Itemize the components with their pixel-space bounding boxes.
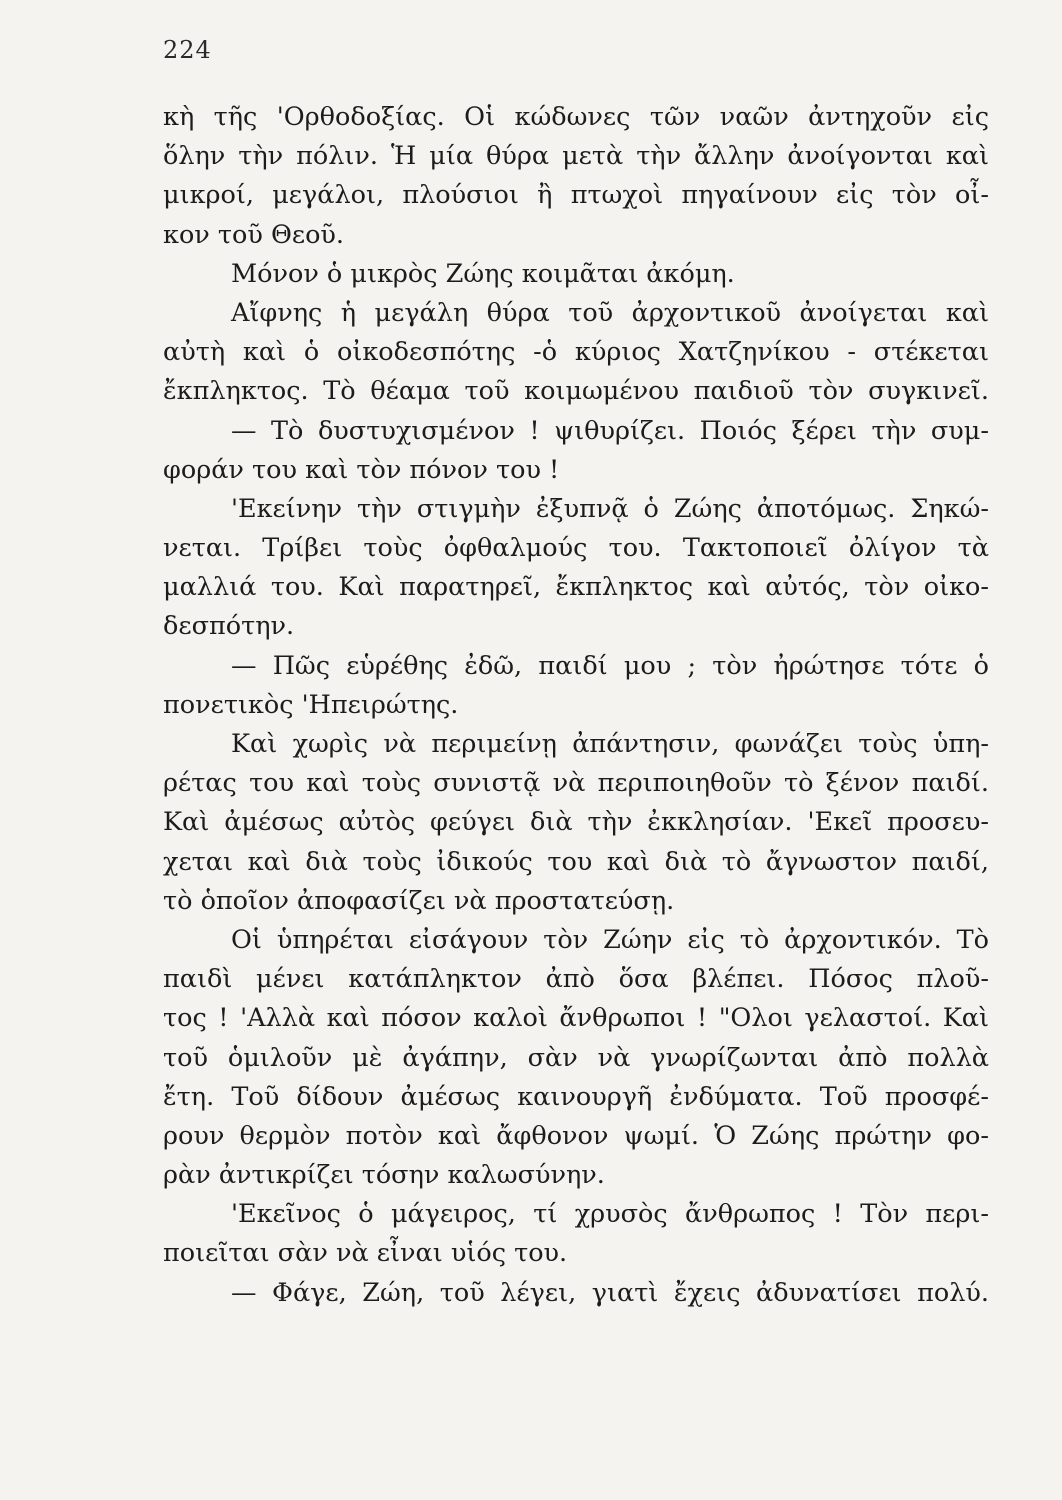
text-line: ποιεῖται σὰν νὰ εἶναι υἱός του. (163, 1238, 568, 1269)
text-line: ρὰν ἀντικρίζει τόσην καλωσύνην. (163, 1160, 605, 1191)
text-line: νεται. Τρίβει τοὺς ὀφθαλμούς του. Τακτοποιεῖ ὀλίγον τὰ (163, 533, 989, 564)
text-line: κον τοῦ Θεοῦ. (163, 219, 345, 250)
text-line: 'Εκείνην τὴν στιγμὴν ἐξυπνᾷ ὁ Ζώης ἀποτόμως. Σηκώ- (231, 493, 989, 524)
page-number: 224 (163, 36, 212, 64)
text-line: Μόνον ὁ μικρὸς Ζώης κοιμᾶται ἀκόμη. (231, 258, 735, 289)
text-line: ρουν θερμὸν ποτὸν καὶ ἄφθονον ψωμί. Ὁ Ζώης πρώτην φο- (163, 1120, 989, 1151)
text-line: τοῦ ὁμιλοῦν μὲ ἀγάπην, σὰν νὰ γνωρίζωνται ἀπὸ πολλὰ (163, 1042, 989, 1073)
text-line: δεσπότην. (163, 611, 295, 642)
text-line: ὅλην τὴν πόλιν. Ἡ μία θύρα μετὰ τὴν ἄλλην ἀνοίγονται καὶ (163, 141, 989, 172)
text-line: Καὶ ἀμέσως αὐτὸς φεύγει διὰ τὴν ἐκκλησίαν. 'Εκεῖ προσευ- (163, 807, 989, 838)
text-line: ἔκπληκτος. Τὸ θέαμα τοῦ κοιμωμένου παιδιοῦ τὸν συγκινεῖ. (163, 376, 989, 407)
text-line: — Φάγε, Ζώη, τοῦ λέγει, γιατὶ ἔχεις ἀδυνατίσει πολύ. (231, 1277, 989, 1308)
text-line: — Τὸ δυστυχισμένον ! ψιθυρίζει. Ποιός ξέρει τὴν συμ- (231, 415, 989, 446)
text-line: τὸ ὁποῖον ἀποφασίζει νὰ προστατεύσῃ. (163, 885, 675, 916)
text-line: τος ! 'Αλλὰ καὶ πόσον καλοὶ ἄνθρωποι ! "Ολοι γελαστοί. Καὶ (163, 1003, 989, 1034)
text-line: πονετικὸς 'Ηπειρώτης. (163, 689, 459, 720)
text-line: παιδὶ μένει κατάπληκτον ἀπὸ ὅσα βλέπει. Πόσος πλοῦ- (163, 964, 989, 995)
text-line: μικροί, μεγάλοι, πλούσιοι ἢ πτωχοὶ πηγαίνουν εἰς τὸν οἶ- (163, 180, 989, 211)
text-line: ἔτη. Τοῦ δίδουν ἀμέσως καινουργῆ ἐνδύματα. Τοῦ προσφέ- (163, 1081, 989, 1112)
text-line: Αἴφνης ἡ μεγάλη θύρα τοῦ ἀρχοντικοῦ ἀνοίγεται καὶ (231, 297, 989, 328)
text-line: Καὶ χωρὶς νὰ περιμείνῃ ἀπάντησιν, φωνάζει τοὺς ὑπη- (231, 729, 989, 759)
text-line: αὐτὴ καὶ ὁ οἰκοδεσπότης -ὁ κύριος Χατζηνίκου - στέκεται (163, 337, 989, 368)
body-text (163, 98, 989, 1313)
text-line: κὴ τῆς 'Ορθοδοξίας. Οἱ κώδωνες τῶν ναῶν ἀντηχοῦν εἰς (163, 102, 989, 132)
text-line: Οἱ ὑπηρέται εἰσάγουν τὸν Ζώην εἰς τὸ ἀρχοντικόν. Τὸ (231, 924, 989, 955)
text-line: χεται καὶ διὰ τοὺς ἰδικούς του καὶ διὰ τὸ ἄγνωστον παιδί, (163, 846, 989, 877)
text-line: μαλλιά του. Καὶ παρατηρεῖ, ἔκπληκτος καὶ αὐτός, τὸν οἰκο- (163, 572, 989, 603)
text-line: — Πῶς εὑρέθης ἐδῶ, παιδί μου ; τὸν ἠρώτησε τότε ὁ (231, 650, 989, 681)
text-line: 'Εκεῖνος ὁ μάγειρος, τί χρυσὸς ἄνθρωπος ! Τὸν περι- (231, 1199, 989, 1230)
text-line: ρέτας του καὶ τοὺς συνιστᾷ νὰ περιποιηθοῦν τὸ ξένον παιδί. (163, 768, 989, 799)
text-line: φοράν του καὶ τὸν πόνον του ! (163, 454, 560, 485)
